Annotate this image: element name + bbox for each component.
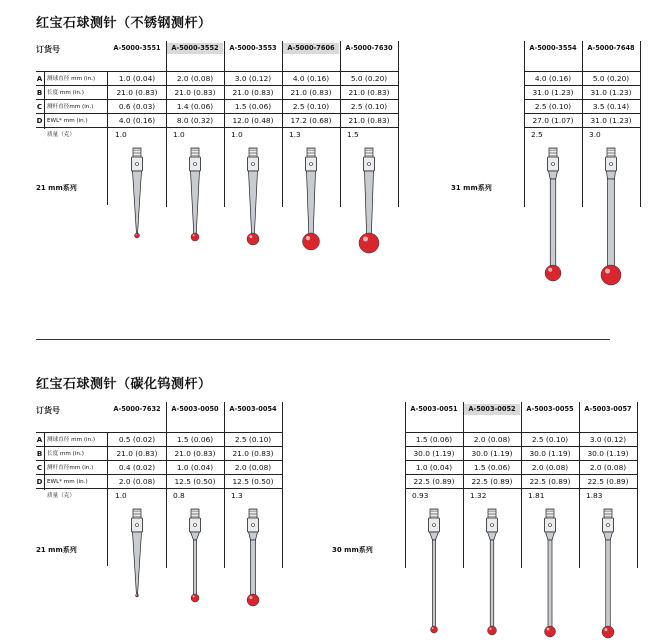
section1-letter-divider	[44, 71, 45, 129]
section1-label-rule	[36, 99, 108, 100]
section1-row-letter: C	[36, 103, 43, 111]
section1-left_group-row-rule	[108, 113, 398, 114]
section2-left_group-series-label: 21 mm系列	[36, 546, 77, 554]
section2-left_group-col1-value: 2.0 (0.08)	[118, 477, 156, 486]
section1-left_group-col-divider	[166, 41, 167, 207]
section2-right_group-col1-value: 1.5 (0.06)	[415, 435, 453, 444]
section1-left_group-stylus-4	[291, 148, 331, 255]
section2-left_group-col2-value: 21.0 (0.83)	[174, 449, 216, 458]
section1-right_group-col2-value: 3.0	[589, 130, 601, 139]
section2-right_group-col1-value: 1.0 (0.04)	[415, 463, 453, 472]
section1-right_group-col1-value: 2.5	[531, 130, 543, 139]
section2-left_group-stylus-2	[175, 509, 215, 607]
section2-left_group-col-divider	[224, 402, 225, 568]
section2-right_group-order-1: A-5003-0051	[410, 405, 458, 413]
section1-left_group-col4-value: 21.0 (0.83)	[290, 88, 332, 97]
section2-left_group-col1-value: 0.5 (0.02)	[118, 435, 156, 444]
section2-right_group-col2-value: 22.5 (0.89)	[471, 477, 513, 486]
section2-left_group-col1-value: 1.0	[115, 491, 127, 500]
section1-left_group-col5-value: 2.5 (0.10)	[350, 102, 388, 111]
section2-right_group-col4-value: 2.0 (0.08)	[589, 463, 627, 472]
section1-left_group-stylus-1	[117, 148, 157, 243]
section1-row-label: 测杆直径mm (in.)	[47, 104, 94, 110]
section1-right_group-col-divider	[582, 41, 583, 207]
section2-right_group-col-divider	[463, 402, 464, 568]
section2-row-label: 长度 mm (in.)	[47, 451, 84, 457]
section1-right_group-col2-value: 3.5 (0.14)	[592, 102, 630, 111]
section2-right_group-col3-value: 30.0 (1.19)	[529, 449, 571, 458]
section1-left_group-col4-value: 1.3	[289, 130, 301, 139]
section1-left_group-col4-value: 4.0 (0.16)	[292, 74, 330, 83]
section2-right_group-col3-value: 2.5 (0.10)	[531, 435, 569, 444]
section1-left_group-col2-value: 8.0 (0.32)	[176, 116, 214, 125]
section1-order-label: 订货号	[36, 45, 60, 54]
section1-left_group-order-3: A-5000-3553	[229, 44, 277, 52]
section1-left_group-col2-value: 2.0 (0.08)	[176, 74, 214, 83]
section2-right_group-order-2: A-5003-0052	[464, 404, 520, 415]
section2-left_group-col1-value: 0.4 (0.02)	[118, 463, 156, 472]
section2-left_group-row-rule	[108, 474, 282, 475]
section1-left_group-stylus-3	[233, 148, 273, 250]
section1-right_group-series-label: 31 mm系列	[451, 184, 492, 192]
section1-left_group-order-5: A-5000-7630	[345, 44, 393, 52]
section1-left_group-col4-value: 17.2 (0.68)	[290, 116, 332, 125]
section2-left_group-col3-value: 12.5 (0.50)	[232, 477, 274, 486]
section2-right_group-col-divider	[521, 402, 522, 568]
section2-left_group-col2-value: 1.0 (0.04)	[176, 463, 214, 472]
section2-right_group-col2-value: 1.5 (0.06)	[473, 463, 511, 472]
section1-left_group-col1-value: 1.0	[115, 130, 127, 139]
section2-left_group-order-2: A-5003-0050	[171, 405, 219, 413]
section2-right_group-order-3: A-5003-0055	[526, 405, 574, 413]
section1-left_group-col3-value: 21.0 (0.83)	[232, 88, 274, 97]
section1-label-rule	[36, 85, 108, 86]
section2-right_group-col-divider	[579, 402, 580, 568]
section2-left_group-stylus-1	[117, 509, 157, 602]
section2-right_group-col3-value: 22.5 (0.89)	[529, 477, 571, 486]
section2-row-label: 质量（克）	[47, 493, 75, 499]
section1-left_group-col2-value: 21.0 (0.83)	[174, 88, 216, 97]
section2-right_group-col-divider	[405, 402, 406, 568]
section1-left_group-col1-value: 1.0 (0.04)	[118, 74, 156, 83]
section1-left_group-col5-value: 1.5	[347, 130, 359, 139]
section1-left_group-order-2: A-5000-3552	[167, 43, 223, 54]
section2-right_group-order-4: A-5003-0057	[584, 405, 632, 413]
section1-left_group-col-divider	[340, 41, 341, 207]
section1-row-letter: A	[36, 75, 43, 83]
section2-row-letter: A	[36, 436, 43, 444]
section2-right_group-col3-value: 1.81	[528, 491, 545, 500]
section1-right_group-col-divider	[640, 41, 641, 207]
section2-left_group-row-rule	[108, 446, 282, 447]
section1-row-label: 测球直径 mm (in.)	[47, 76, 96, 82]
section2-row-label: EWL* mm (in.)	[47, 479, 88, 485]
section1-right_group-order-2: A-5000-7648	[587, 44, 635, 52]
section2-right_group-col4-value: 3.0 (0.12)	[589, 435, 627, 444]
section2-left_group-stylus-3	[233, 509, 273, 611]
section2-right_group-col4-value: 22.5 (0.89)	[587, 477, 629, 486]
section2-right_group-col1-value: 22.5 (0.89)	[413, 477, 455, 486]
section1-left_group-col1-value: 4.0 (0.16)	[118, 116, 156, 125]
section1-label-rule	[36, 127, 108, 128]
section1-left_group-col3-value: 1.5 (0.06)	[234, 102, 272, 111]
section1-row-letter: B	[36, 89, 43, 97]
section1-left_group-col1-value: 0.6 (0.03)	[118, 102, 156, 111]
section2-left_group-col3-value: 2.5 (0.10)	[234, 435, 272, 444]
section1-left_group-order-1: A-5000-3551	[113, 44, 161, 52]
section2-left_group-col2-value: 12.5 (0.50)	[174, 477, 216, 486]
section2-right_group-col2-value: 1.32	[470, 491, 487, 500]
section2-right_group-col4-value: 1.83	[586, 491, 603, 500]
section1-left_group-col5-value: 21.0 (0.83)	[348, 88, 390, 97]
section2-left_group-col-divider	[166, 402, 167, 568]
section2-label-rule	[36, 460, 108, 461]
section1-right_group-col2-value: 31.0 (1.23)	[590, 116, 632, 125]
section1-left_group-col2-value: 1.4 (0.06)	[176, 102, 214, 111]
section2-right_group-stylus-4	[588, 509, 628, 643]
section2-left_group-row-rule	[108, 460, 282, 461]
section1-left_group-series-label: 21 mm系列	[36, 184, 77, 192]
section1-left_group-top-rule	[108, 71, 398, 72]
section1-right_group-col1-value: 2.5 (0.10)	[534, 102, 572, 111]
section1-label-rule	[36, 113, 108, 114]
section2-right_group-stylus-1	[414, 509, 454, 638]
section2-left_group-col-divider	[282, 402, 283, 568]
section2-right_group-stylus-2	[472, 509, 512, 640]
section2-right_group-col4-value: 30.0 (1.19)	[587, 449, 629, 458]
section2-label-rule	[36, 488, 108, 489]
section1-left_group-stylus-2	[175, 148, 215, 246]
section2-right_group-col1-value: 30.0 (1.19)	[413, 449, 455, 458]
section1-right_group-col1-value: 31.0 (1.23)	[532, 88, 574, 97]
section1-left_group-col3-value: 1.0	[231, 130, 243, 139]
section2-row-label: 测球直径 mm (in.)	[47, 437, 96, 443]
section2-right_group-col2-value: 2.0 (0.08)	[473, 435, 511, 444]
section1-left_group-row-rule	[108, 127, 398, 128]
section1-left_group-col3-value: 12.0 (0.48)	[232, 116, 274, 125]
section1-left_group-col-divider	[224, 41, 225, 207]
section1-row-label: 质量（克）	[47, 132, 75, 138]
section1-right_group-col1-value: 27.0 (1.07)	[532, 116, 574, 125]
section1-right_group-order-1: A-5000-3554	[529, 44, 577, 52]
section2-order-label: 订货号	[36, 406, 60, 415]
section1-right_group-col-divider	[524, 41, 525, 207]
section2-row-letter: B	[36, 450, 43, 458]
section1-left_group-col5-value: 5.0 (0.20)	[350, 74, 388, 83]
section1-left_group-col4-value: 2.5 (0.10)	[292, 102, 330, 111]
section2-left_group-col2-value: 1.5 (0.06)	[176, 435, 214, 444]
section2-letter-divider	[44, 432, 45, 490]
section1-right_group-stylus-2	[591, 148, 631, 290]
section2-left_group-col3-value: 1.3	[231, 491, 243, 500]
section2-right_group-series-label: 30 mm系列	[332, 546, 373, 554]
section2-right_group-col1-value: 0.93	[412, 491, 429, 500]
section2-left_group-col3-value: 2.0 (0.08)	[234, 463, 272, 472]
section2-label-rule	[36, 474, 108, 475]
section2-left_group-top-rule	[108, 432, 282, 433]
section2-left_group-order-1: A-5000-7632	[113, 405, 161, 413]
section2-right_group-col-divider	[637, 402, 638, 568]
section2-row-label: 测杆直径mm (in.)	[47, 465, 94, 471]
section1-left_group-col3-value: 3.0 (0.12)	[234, 74, 272, 83]
section1-right_group-stylus-1	[533, 148, 573, 286]
section1-title: 红宝石球测针（不锈钢测杆）	[36, 16, 212, 31]
section1-left_group-col2-value: 1.0	[173, 130, 185, 139]
section1-left_group-order-4: A-5000-7606	[283, 43, 339, 54]
section2-right_group-col2-value: 30.0 (1.19)	[471, 449, 513, 458]
section1-right_group-col2-value: 31.0 (1.23)	[590, 88, 632, 97]
section2-right_group-stylus-3	[530, 509, 570, 642]
section1-right_group-col2-value: 5.0 (0.20)	[592, 74, 630, 83]
section2-label-top-rule	[36, 432, 108, 433]
section1-left_group-stylus-5	[349, 148, 389, 258]
section2-row-letter: D	[36, 478, 43, 486]
section1-row-letter: D	[36, 117, 43, 125]
section1-right_group-col1-value: 4.0 (0.16)	[534, 74, 572, 83]
section2-left_group-order-3: A-5003-0054	[229, 405, 277, 413]
section2-right_group-col3-value: 2.0 (0.08)	[531, 463, 569, 472]
section2-label-rule	[36, 446, 108, 447]
section-divider	[36, 339, 610, 340]
section1-left_group-row-rule	[108, 85, 398, 86]
section1-left_group-col-divider	[398, 41, 399, 207]
section2-row-letter: C	[36, 464, 43, 472]
section1-row-label: 长度 mm (in.)	[47, 90, 84, 96]
section2-title: 红宝石球测针（碳化钨测杆）	[36, 377, 212, 392]
section1-left_group-col-divider	[282, 41, 283, 207]
section1-left_group-col5-value: 21.0 (0.83)	[348, 116, 390, 125]
section2-left_group-col3-value: 21.0 (0.83)	[232, 449, 274, 458]
section2-left_group-col2-value: 0.8	[173, 491, 185, 500]
section1-left_group-row-rule	[108, 99, 398, 100]
section1-label-top-rule	[36, 71, 108, 72]
section2-left_group-col1-value: 21.0 (0.83)	[116, 449, 158, 458]
section1-left_group-col1-value: 21.0 (0.83)	[116, 88, 158, 97]
section2-left_group-row-rule	[108, 488, 282, 489]
section1-row-label: EWL* mm (in.)	[47, 118, 88, 124]
